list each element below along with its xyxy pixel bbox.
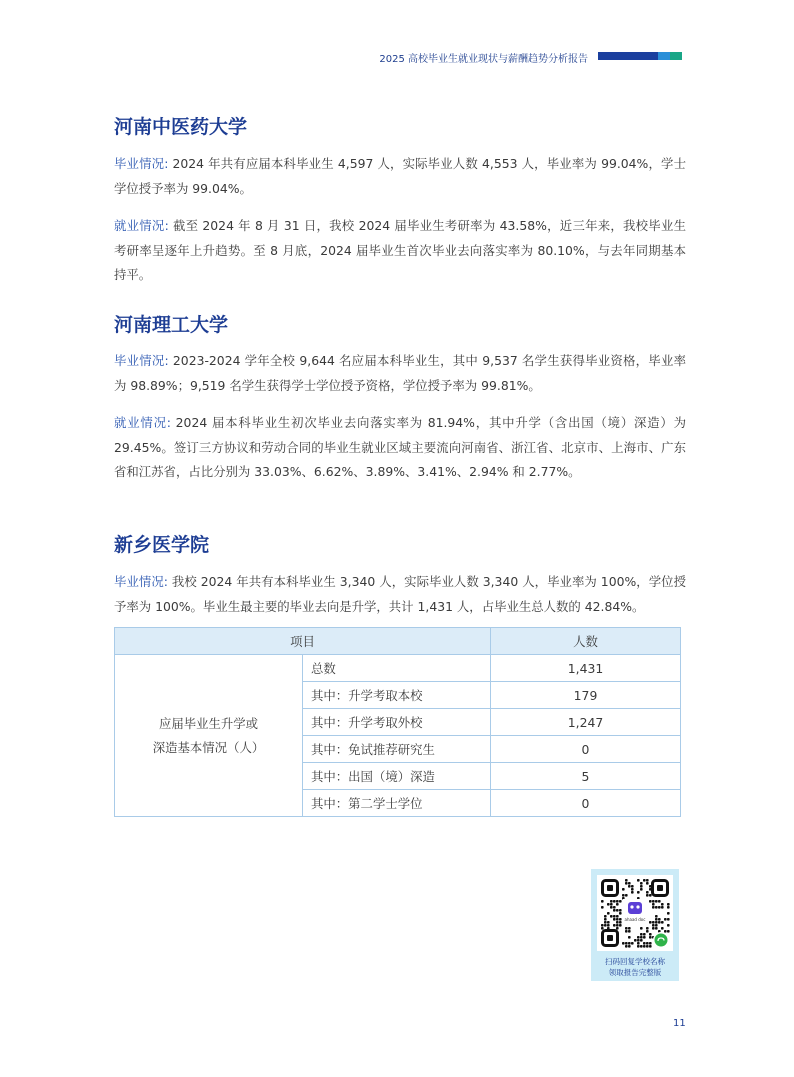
group-label-cell: [115, 655, 303, 817]
row-count: 179: [491, 682, 681, 709]
row-item: 其中：第二学士学位: [303, 790, 491, 817]
header-item: 项目: [115, 628, 491, 655]
section-title-xinxiang-medical: 新乡医学院: [114, 534, 210, 556]
paragraph-label: 就业情况:: [114, 415, 171, 430]
table-row: [115, 655, 681, 682]
qr-caption: [591, 956, 679, 978]
report-header-title: 2025 高校毕业生就业现状与薪酬趋势分析报告: [379, 54, 588, 65]
row-item: 其中：升学考取本校: [303, 682, 491, 709]
paragraph-label: 毕业情况:: [114, 574, 168, 589]
paragraph-employment-2: [114, 411, 686, 485]
table-header-row: [115, 628, 681, 655]
row-item: 其中：出国（境）深造: [303, 763, 491, 790]
row-count: 1,247: [491, 709, 681, 736]
group-label-line: 应届毕业生升学或: [158, 715, 259, 731]
paragraph-text: 2024 年共有应届本科毕业生 4,597 人，实际毕业人数 4,553 人，毕业率为 99.04%，学士学位授予率为 99.04%。: [114, 156, 686, 196]
row-count: 0: [491, 790, 681, 817]
header-accent-bar: [598, 52, 682, 60]
row-count: 1,431: [491, 655, 681, 682]
paragraph-graduation-3: [114, 570, 686, 619]
further-study-table: [114, 627, 681, 817]
paragraph-label: 毕业情况:: [114, 353, 169, 368]
page-number: 11: [673, 1018, 686, 1029]
paragraph-employment-1: [114, 214, 686, 288]
accent-bar-green: [670, 52, 682, 60]
section-title-henan-polytechnic: 河南理工大学: [114, 314, 229, 336]
paragraph-text: 我校 2024 年共有本科毕业生 3,340 人，实际毕业人数 3,340 人，毕业率为 100%，学位授予率为 100%。毕业生最主要的毕业去向是升学，共计 1,431 人，占毕业生总人数的 42.84%。: [114, 574, 686, 614]
qr-caption-line: 领取报告完整版: [608, 968, 662, 977]
accent-bar-blue: [658, 52, 670, 60]
qr-code-graphic: [597, 875, 673, 951]
paragraph-text: 2023-2024 学年全校 9,644 名应届本科毕业生，其中 9,537 名学生获得毕业资格，毕业率为 98.89%；9,519 名学生获得学士学位授予资格，学位授予率为 99.81%。: [114, 353, 686, 393]
paragraph-text: 截至 2024 年 8 月 31 日，我校 2024 届毕业生考研率为 43.58%，近三年来，我校毕业生考研率呈逐年上升趋势。至 8 月底，2024 届毕业生首次毕业去向落实率为 80.10%，与去年同期基本持平。: [114, 218, 686, 282]
paragraph-label: 就业情况:: [114, 218, 169, 233]
robot-logo-icon: [628, 902, 642, 914]
qr-logo-text: ahaad doc: [624, 917, 646, 922]
row-item: 其中：升学考取外校: [303, 709, 491, 736]
wechat-mini-program-icon: [655, 934, 668, 947]
qr-code-card[interactable]: [591, 869, 679, 981]
qr-code[interactable]: [597, 875, 673, 951]
paragraph-text: 2024 届本科毕业生初次毕业去向落实率为 81.94%，其中升学（含出国（境）深造）为 29.45%。签订三方协议和劳动合同的毕业生就业区域主要流向河南省、浙江省、北京市、上海市、广东省和江苏省，占比分别为 33.03%、6.62%、3.89%、3.41%、2.94% 和 2.77%。: [114, 415, 686, 479]
paragraph-graduation-2: [114, 349, 686, 398]
row-item: 其中：免试推荐研究生: [303, 736, 491, 763]
qr-caption-line: 扫码回复学校名称: [605, 957, 665, 966]
accent-bar-navy: [598, 52, 658, 60]
header-count: 人数: [491, 628, 681, 655]
row-count: 5: [491, 763, 681, 790]
paragraph-graduation-1: [114, 152, 686, 201]
paragraph-label: 毕业情况:: [114, 156, 169, 171]
row-item: 总数: [303, 655, 491, 682]
section-title-henan-tcm: 河南中医药大学: [114, 116, 248, 138]
group-label-line: 深造基本情况（人）: [152, 739, 265, 755]
row-count: 0: [491, 736, 681, 763]
